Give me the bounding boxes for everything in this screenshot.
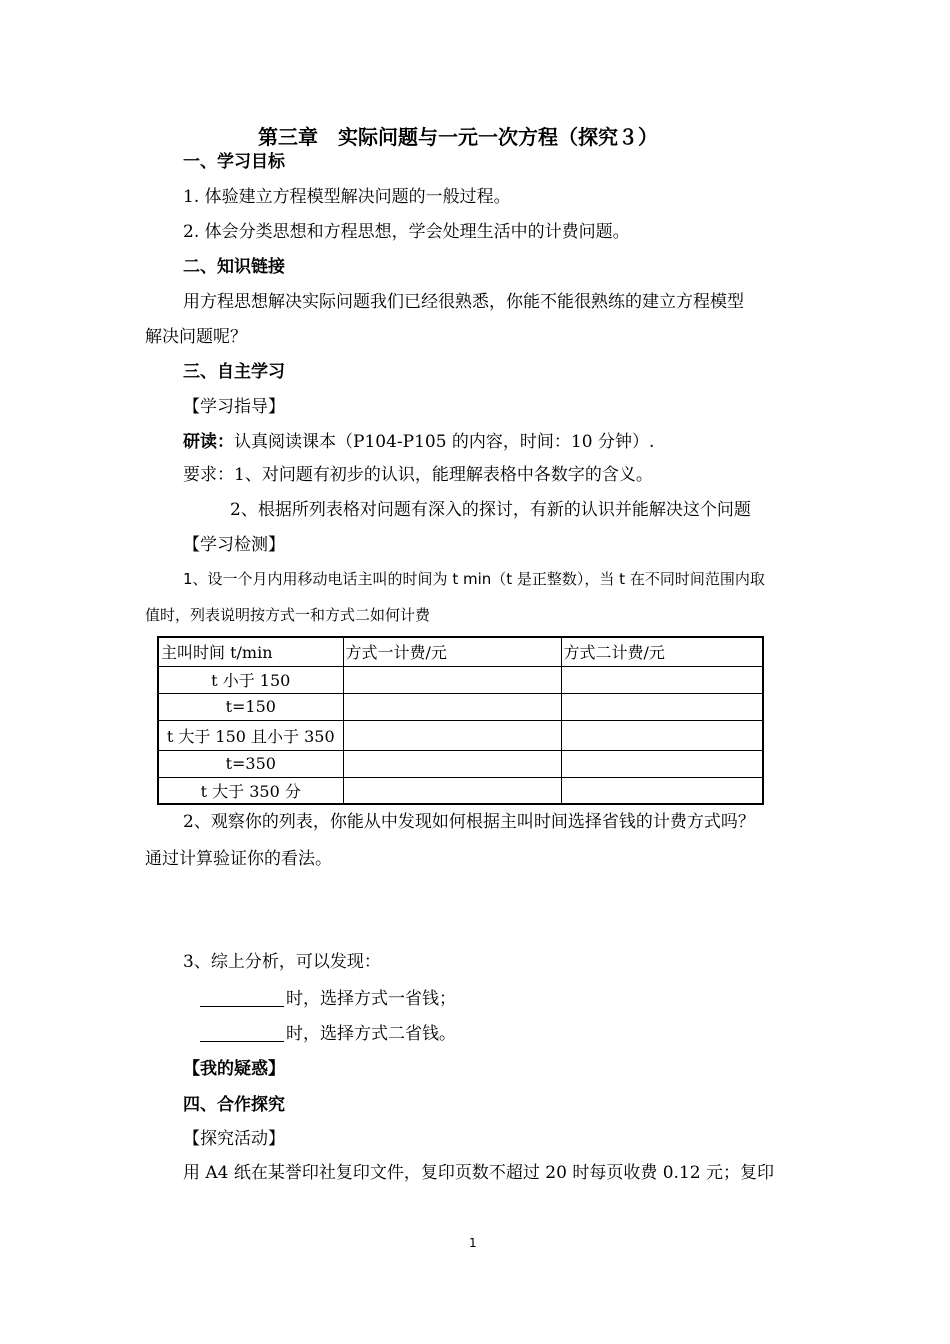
- table-header-row: [158, 637, 763, 666]
- reading-label: 研读：: [183, 432, 234, 452]
- billing-table: [157, 636, 764, 805]
- answer-blank-2[interactable]: [200, 1023, 284, 1042]
- table-row: [158, 666, 763, 693]
- requirement-2: 2、根据所列表格对问题有深入的探讨，有新的认识并能解决这个问题: [230, 500, 751, 520]
- table-cell-empty: [561, 750, 763, 777]
- heading-self-study: 三、自主学习: [183, 362, 285, 382]
- goal-item-2: 2. 体会分类思想和方程思想，学会处理生活中的计费问题。: [183, 222, 630, 242]
- heading-cooperative-inquiry: 四、合作探究: [183, 1095, 285, 1115]
- heading-learning-goals: 一、学习目标: [183, 152, 285, 172]
- table-header-cell: 方式二计费/元: [561, 637, 763, 666]
- table-cell-time-range: t 小于 150: [158, 666, 343, 693]
- study-guide-label: 【学习指导】: [183, 397, 285, 417]
- table-cell-time-range: t 大于 150 且小于 350: [158, 720, 343, 750]
- question-2-line1: 2、观察你的列表，你能从中发现如何根据主叫时间选择省钱的计费方式吗？: [183, 812, 755, 832]
- table-row: [158, 693, 763, 720]
- table-row: [158, 720, 763, 750]
- fill-in-text-1: 时，选择方式一省钱；: [286, 989, 456, 1009]
- inquiry-activity-label: 【探究活动】: [183, 1129, 285, 1149]
- table-header-cell: 方式一计费/元: [343, 637, 561, 666]
- table-row: [158, 777, 763, 804]
- page-title: 第三章 实际问题与一元一次方程（探究３）: [258, 125, 658, 149]
- activity-text: 用 A4 纸在某誉印社复印文件，复印页数不超过 20 时每页收费 0.12 元；复印: [183, 1163, 774, 1183]
- table-cell-time-range: t 大于 350 分: [158, 777, 343, 804]
- fill-in-line-1: [200, 988, 456, 1010]
- table-cell-empty: [561, 777, 763, 804]
- table-cell-empty: [343, 666, 561, 693]
- table-cell-empty: [561, 720, 763, 750]
- knowledge-paragraph-line2: 解决问题呢？: [145, 327, 247, 347]
- heading-knowledge-link: 二、知识链接: [183, 257, 285, 277]
- question-3: 3、综上分析，可以发现：: [183, 952, 381, 972]
- table-cell-time-range: t=150: [158, 693, 343, 720]
- question-1-line1: 1、设一个月内用移动电话主叫的时间为 t min（t 是正整数），当 t 在不同时间范围内取: [183, 570, 765, 588]
- table-cell-empty: [561, 693, 763, 720]
- fill-in-text-2: 时，选择方式二省钱。: [286, 1024, 456, 1044]
- table-cell-empty: [343, 750, 561, 777]
- question-2-line2: 通过计算验证你的看法。: [145, 849, 332, 869]
- reading-instruction: [183, 431, 654, 453]
- table-header-cell: 主叫时间 t/min: [158, 637, 343, 666]
- fill-in-line-2: [200, 1023, 456, 1045]
- my-doubts-label: 【我的疑惑】: [183, 1059, 285, 1079]
- table-row: [158, 750, 763, 777]
- answer-blank-1[interactable]: [200, 988, 284, 1007]
- requirement-1: 要求：1、对问题有初步的认识，能理解表格中各数字的含义。: [183, 465, 653, 485]
- table-cell-time-range: t=350: [158, 750, 343, 777]
- goal-item-1: 1. 体验建立方程模型解决问题的一般过程。: [183, 187, 511, 207]
- table-cell-empty: [343, 720, 561, 750]
- page-number: 1: [469, 1236, 477, 1250]
- table-cell-empty: [561, 666, 763, 693]
- question-1-line2: 值时，列表说明按方式一和方式二如何计费: [145, 606, 431, 624]
- reading-text: 认真阅读课本（P104-P105 的内容，时间：10 分钟）.: [234, 432, 655, 452]
- table-cell-empty: [343, 777, 561, 804]
- study-check-label: 【学习检测】: [183, 535, 285, 555]
- table-cell-empty: [343, 693, 561, 720]
- knowledge-paragraph-line1: 用方程思想解决实际问题我们已经很熟悉，你能不能很熟练的建立方程模型: [183, 292, 744, 312]
